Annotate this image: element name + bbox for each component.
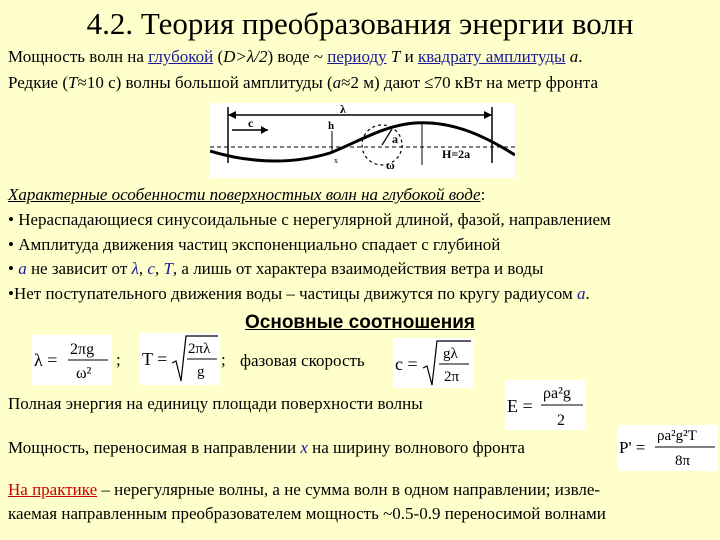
link-amplitude-square[interactable]: квадрату амплитуды — [417, 47, 566, 66]
intro-line-1 — [8, 47, 582, 67]
separator: ; — [221, 350, 226, 369]
formula-numerator: 2πg — [70, 341, 95, 358]
formula-lhs: E = — [507, 396, 533, 416]
formula-denominator: 2π — [444, 369, 460, 385]
omega-label: ω — [386, 158, 395, 172]
power-label — [8, 438, 525, 458]
a-label: a — [392, 132, 398, 146]
feature-item-3 — [8, 259, 543, 279]
formula-numerator: gλ — [443, 346, 458, 362]
wave-diagram — [210, 103, 515, 178]
formula-denominator: g — [197, 364, 205, 380]
practice-line-1 — [8, 480, 600, 500]
formula-lhs: P' = — [619, 438, 646, 457]
phase-velocity-label: фазовая скорость — [240, 351, 365, 370]
formula-lhs: λ = — [34, 350, 58, 370]
formula-lhs: c = — [395, 354, 418, 374]
formula-numerator: 2πλ — [188, 341, 211, 357]
var-c: c — [147, 259, 155, 278]
link-deep[interactable]: глубокой — [148, 47, 214, 66]
text: – нерегулярные волны, а не сумма волн в одном направлении; извле- — [97, 480, 601, 499]
text: не зависит от — [26, 259, 132, 278]
var-a: a — [332, 73, 342, 92]
text: • — [8, 259, 19, 278]
formula-lambda — [32, 335, 112, 385]
var-T: T — [390, 47, 401, 66]
text: . — [585, 284, 590, 303]
var-x: x — [300, 438, 308, 457]
formula-period — [140, 333, 220, 385]
text: •Нет поступательного движения воды – частицы движутся по кругу радиусом — [8, 284, 577, 303]
main-relations-heading — [0, 312, 720, 334]
formula-numerator: ρa²g²T — [657, 428, 697, 444]
x-label: x — [334, 156, 338, 165]
formula-numerator: ρa²g — [543, 385, 571, 402]
text: , — [154, 259, 164, 278]
text: и — [400, 47, 418, 66]
text: ( — [213, 47, 224, 66]
var-lambda: λ — [131, 259, 139, 278]
features-heading — [8, 185, 485, 205]
text: на ширину волнового фронта — [307, 438, 525, 457]
feature-item-4 — [8, 284, 590, 304]
formula-denominator: 8π — [675, 453, 691, 469]
practice-link[interactable]: На практике — [8, 480, 98, 499]
c-label: c — [248, 116, 254, 130]
text: Редкие ( — [8, 73, 69, 92]
var-a: a — [569, 47, 579, 66]
heading-text: Основные соотношения — [245, 312, 475, 333]
var-a: a — [576, 284, 586, 303]
var-a: a — [18, 259, 27, 278]
text: Мощность, переносимая в направлении — [8, 438, 301, 457]
energy-label: Полная энергия на единицу площади поверхности волны — [8, 394, 423, 413]
lambda-label: λ — [340, 103, 346, 116]
feature-item-2: • Амплитуда движения частиц экспоненциально спадает с глубиной — [8, 235, 501, 254]
var-T: T — [163, 259, 173, 278]
link-period[interactable]: периоду — [327, 47, 387, 66]
text: ≈10 с) волны большой амплитуды ( — [77, 73, 333, 92]
h-label: h — [328, 120, 335, 132]
text: . — [578, 47, 583, 66]
text: Мощность волн на — [8, 47, 149, 66]
formula-energy — [505, 380, 585, 430]
text: ) воде ~ — [267, 47, 328, 66]
heading-text: Характерные особенности поверхностных волн на глубокой воде — [8, 185, 481, 204]
text: : — [480, 185, 486, 204]
separator: ; — [116, 350, 121, 369]
depth-condition: D>λ/2 — [223, 47, 268, 66]
text: ≈2 м) дают ≤70 кВт на метр фронта — [341, 73, 599, 92]
practice-line-2: каемая направленным преобразователем мощность ~0.5-0.9 переносимой волнами — [8, 504, 606, 523]
formula-denominator: 2 — [557, 412, 565, 429]
intro-line-2 — [8, 73, 598, 93]
formula-lhs: T = — [142, 349, 168, 369]
text: , а лишь от характера взаимодействия ветра и воды — [172, 259, 544, 278]
formula-denominator: ω² — [76, 365, 92, 382]
slide-title: 4.2. Теория преобразования энергии волн — [86, 6, 634, 41]
var-T: T — [68, 73, 78, 92]
formula-power — [617, 425, 717, 471]
height-label: H=2a — [442, 147, 471, 161]
formula-phase-velocity — [393, 338, 473, 388]
feature-item-1: • Нераспадающиеся синусоидальные с нерегулярной длиной, фазой, направлением — [8, 210, 611, 229]
text: , — [138, 259, 148, 278]
